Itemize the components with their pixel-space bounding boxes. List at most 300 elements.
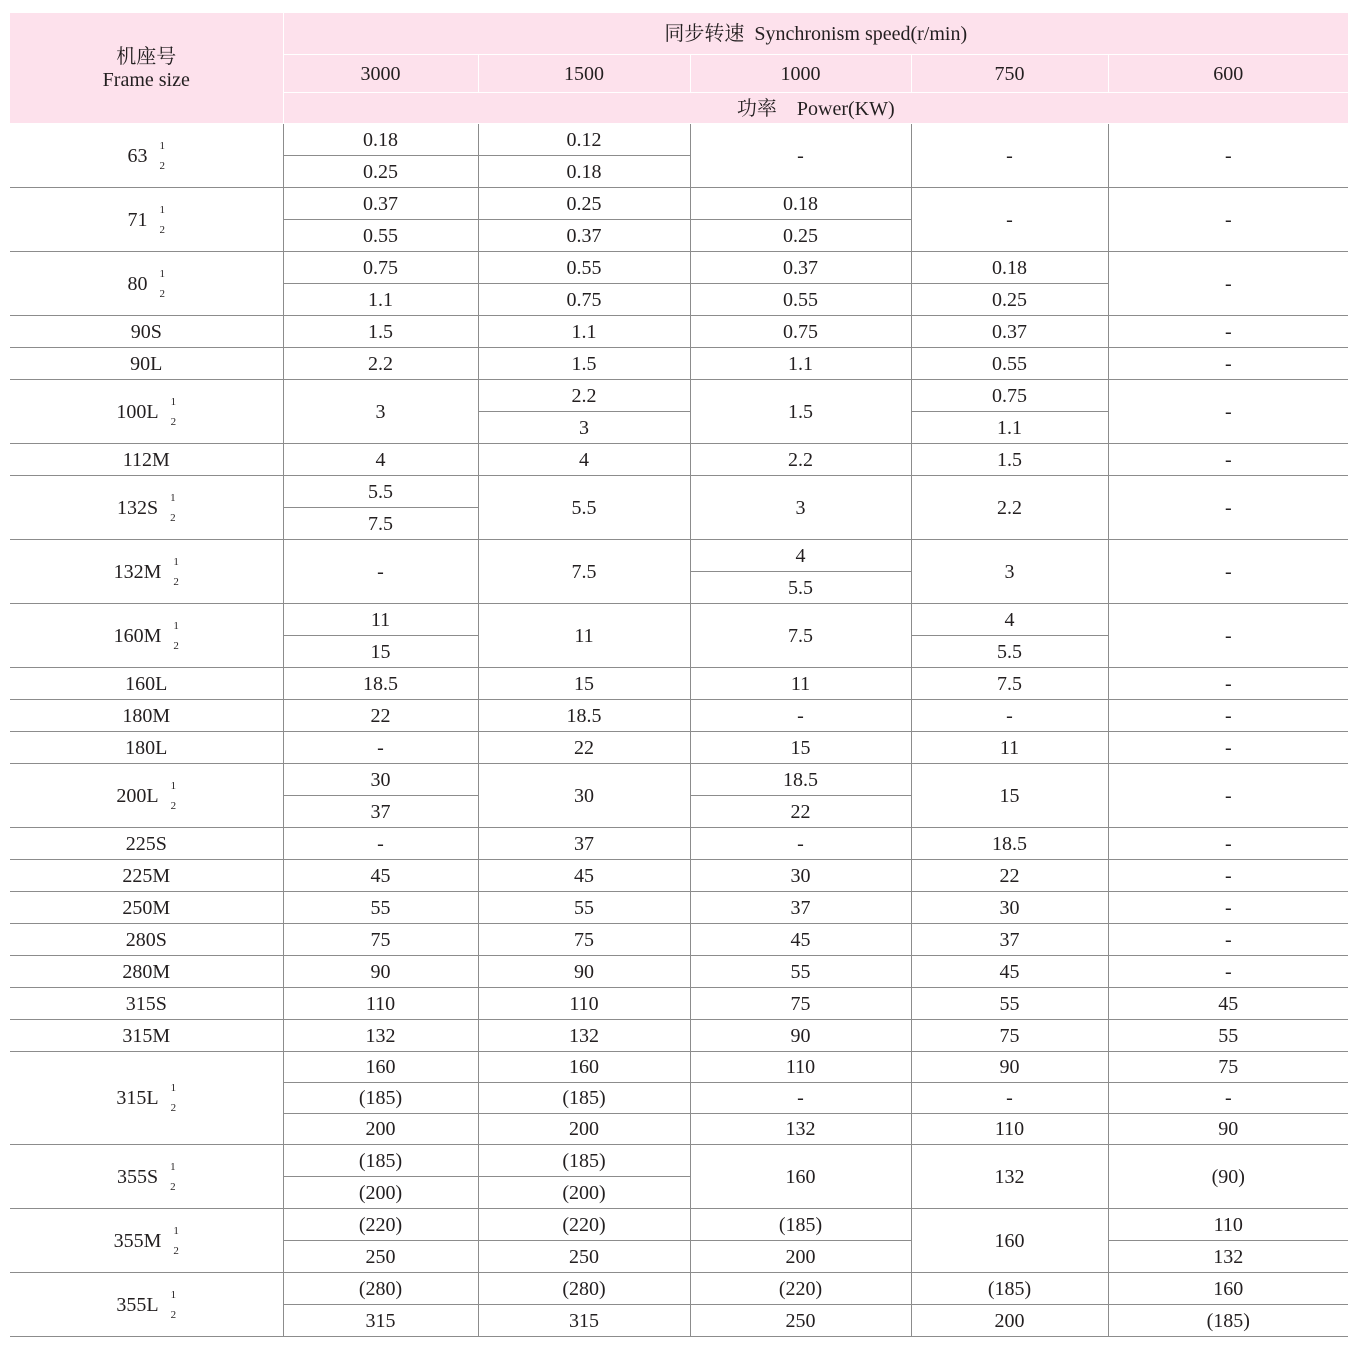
table-row bbox=[10, 764, 1348, 796]
frame-label bbox=[126, 993, 167, 1015]
frame-label bbox=[122, 961, 170, 983]
power-cell: 90 bbox=[478, 956, 690, 988]
power-cell: 250 bbox=[690, 1305, 911, 1337]
table-row bbox=[10, 188, 1348, 220]
frame-variant-number: 1 bbox=[173, 619, 179, 632]
power-cell: 11 bbox=[283, 604, 478, 636]
frame-size-cell bbox=[10, 956, 283, 988]
power-cell: - bbox=[1108, 540, 1348, 604]
frame-variant-number: 1 bbox=[173, 1224, 179, 1237]
power-cell: - bbox=[690, 828, 911, 860]
frame-size-value: 90S bbox=[130, 320, 162, 343]
power-cell: 2.2 bbox=[283, 348, 478, 380]
power-cell: 3 bbox=[911, 540, 1108, 604]
table-row bbox=[10, 252, 1348, 284]
power-cell: 0.75 bbox=[283, 252, 478, 284]
power-cell: 15 bbox=[478, 668, 690, 700]
frame-variant-number: 2 bbox=[173, 575, 179, 588]
frame-variant-index bbox=[173, 552, 179, 592]
power-cell: 160 bbox=[283, 1052, 478, 1083]
power-cell: 1.5 bbox=[690, 380, 911, 444]
power-cell: 4 bbox=[690, 540, 911, 572]
power-cell: - bbox=[1108, 124, 1348, 188]
power-cell: 250 bbox=[283, 1241, 478, 1273]
frame-label bbox=[122, 897, 170, 919]
power-cell: 55 bbox=[690, 956, 911, 988]
frame-size-value: 225S bbox=[125, 832, 167, 855]
frame-label bbox=[125, 737, 167, 759]
power-cell: (220) bbox=[283, 1209, 478, 1241]
power-cell: 200 bbox=[690, 1241, 911, 1273]
frame-variant-index bbox=[173, 616, 179, 656]
frame-variant-index bbox=[170, 1157, 176, 1197]
power-cell: 0.37 bbox=[283, 188, 478, 220]
power-cell: 132 bbox=[911, 1145, 1108, 1209]
table-header bbox=[10, 13, 1348, 124]
power-cell: - bbox=[911, 124, 1108, 188]
power-cell: 18.5 bbox=[478, 700, 690, 732]
power-cell: - bbox=[1108, 764, 1348, 828]
frame-size-value: 71 bbox=[127, 208, 148, 231]
power-cell: - bbox=[690, 124, 911, 188]
frame-variant-number: 1 bbox=[170, 1160, 176, 1173]
power-header-cn: 功率 bbox=[736, 95, 777, 120]
power-cell: 3 bbox=[283, 380, 478, 444]
power-cell: 200 bbox=[283, 1114, 478, 1145]
power-cell: 0.37 bbox=[911, 316, 1108, 348]
power-cell: 22 bbox=[283, 700, 478, 732]
power-cell: - bbox=[1108, 700, 1348, 732]
power-cell: 110 bbox=[911, 1114, 1108, 1145]
frame-size-value: 132M bbox=[113, 560, 162, 583]
frame-size-value: 180M bbox=[122, 704, 171, 727]
power-cell: 132 bbox=[283, 1020, 478, 1052]
power-cell: - bbox=[911, 700, 1108, 732]
power-cell: 90 bbox=[911, 1052, 1108, 1083]
table-row bbox=[10, 1145, 1348, 1177]
frame-size-cell bbox=[10, 1273, 283, 1337]
power-cell: 5.5 bbox=[478, 476, 690, 540]
power-cell: 45 bbox=[478, 860, 690, 892]
power-cell: 0.75 bbox=[478, 284, 690, 316]
frame-label bbox=[122, 1025, 170, 1047]
frame-variant-number: 2 bbox=[173, 1244, 179, 1257]
table-row bbox=[10, 732, 1348, 764]
frame-label bbox=[114, 1221, 179, 1261]
frame-size-value: 225M bbox=[122, 864, 171, 887]
power-cell: 0.37 bbox=[690, 252, 911, 284]
power-cell: 315 bbox=[283, 1305, 478, 1337]
frame-size-cell bbox=[10, 732, 283, 764]
frame-label bbox=[126, 929, 167, 951]
power-cell: 1.5 bbox=[911, 444, 1108, 476]
power-cell: 1.1 bbox=[478, 316, 690, 348]
table-row bbox=[10, 1052, 1348, 1083]
frame-size-cell bbox=[10, 860, 283, 892]
table-row bbox=[10, 604, 1348, 636]
power-cell: - bbox=[690, 1083, 911, 1114]
power-cell: - bbox=[1108, 348, 1348, 380]
frame-variant-index bbox=[171, 776, 177, 816]
frame-size-value: 200L bbox=[116, 784, 159, 807]
frame-size-value: 280M bbox=[122, 960, 171, 983]
frame-label bbox=[122, 705, 170, 727]
power-cell: 7.5 bbox=[283, 508, 478, 540]
power-cell: 55 bbox=[911, 988, 1108, 1020]
frame-variant-index bbox=[160, 264, 166, 304]
frame-variant-index bbox=[171, 1285, 177, 1325]
power-cell: - bbox=[283, 828, 478, 860]
frame-size-cell bbox=[10, 892, 283, 924]
frame-variant-number: 2 bbox=[159, 223, 165, 236]
frame-label bbox=[117, 488, 176, 528]
frame-size-value: 355S bbox=[116, 1165, 159, 1188]
frame-size-value: 160M bbox=[113, 624, 162, 647]
frame-label bbox=[117, 1157, 176, 1197]
frame-variant-number: 2 bbox=[173, 639, 179, 652]
frame-size-value: 250M bbox=[122, 896, 171, 919]
table-row bbox=[10, 348, 1348, 380]
power-cell: 0.12 bbox=[478, 124, 690, 156]
frame-size-value: 100L bbox=[116, 400, 159, 423]
power-cell: 160 bbox=[1108, 1273, 1348, 1305]
frame-size-value: 132S bbox=[116, 496, 159, 519]
frame-size-cell bbox=[10, 1052, 283, 1145]
power-cell: (185) bbox=[690, 1209, 911, 1241]
speed-3000: 3000 bbox=[283, 55, 478, 93]
frame-size-cn: 机座号 bbox=[116, 44, 177, 68]
power-cell: 30 bbox=[911, 892, 1108, 924]
frame-size-value: 63 bbox=[127, 144, 148, 167]
power-cell: 18.5 bbox=[283, 668, 478, 700]
power-cell: 4 bbox=[478, 444, 690, 476]
power-cell: 7.5 bbox=[911, 668, 1108, 700]
power-cell: - bbox=[690, 700, 911, 732]
table-row bbox=[10, 1273, 1348, 1305]
table-row bbox=[10, 988, 1348, 1020]
power-cell: 45 bbox=[1108, 988, 1348, 1020]
power-cell: 30 bbox=[283, 764, 478, 796]
frame-size-cell bbox=[10, 668, 283, 700]
frame-label bbox=[128, 200, 166, 240]
power-cell: 110 bbox=[1108, 1209, 1348, 1241]
frame-variant-index bbox=[171, 392, 177, 432]
power-cell: (280) bbox=[478, 1273, 690, 1305]
power-cell: 315 bbox=[478, 1305, 690, 1337]
frame-variant-number: 1 bbox=[170, 779, 177, 792]
power-cell: 45 bbox=[283, 860, 478, 892]
frame-size-cell bbox=[10, 316, 283, 348]
power-cell: 37 bbox=[283, 796, 478, 828]
power-cell: - bbox=[1108, 956, 1348, 988]
power-cell: (185) bbox=[283, 1145, 478, 1177]
table-row bbox=[10, 540, 1348, 572]
frame-label bbox=[131, 321, 162, 343]
frame-size-cell bbox=[10, 700, 283, 732]
power-cell: 0.55 bbox=[283, 220, 478, 252]
power-cell: - bbox=[1108, 1083, 1348, 1114]
frame-size-value: 315L bbox=[116, 1087, 159, 1109]
power-cell: 0.75 bbox=[690, 316, 911, 348]
frame-label bbox=[116, 1078, 176, 1118]
power-cell: 0.25 bbox=[690, 220, 911, 252]
power-cell: 0.55 bbox=[690, 284, 911, 316]
power-cell: 11 bbox=[911, 732, 1108, 764]
power-cell: 18.5 bbox=[690, 764, 911, 796]
power-cell: - bbox=[1108, 476, 1348, 540]
frame-variant-index bbox=[173, 1221, 179, 1261]
power-cell: 18.5 bbox=[911, 828, 1108, 860]
power-cell: - bbox=[1108, 924, 1348, 956]
frame-size-cell bbox=[10, 604, 283, 668]
frame-label bbox=[116, 1285, 176, 1325]
frame-variant-index bbox=[160, 136, 166, 176]
speed-header-en: Synchronism speed(r/min) bbox=[754, 23, 968, 45]
table-row bbox=[10, 668, 1348, 700]
power-cell: - bbox=[1108, 380, 1348, 444]
power-cell: 75 bbox=[911, 1020, 1108, 1052]
frame-variant-number: 1 bbox=[159, 267, 165, 280]
frame-variant-number: 2 bbox=[159, 287, 165, 300]
frame-size-cell bbox=[10, 1209, 283, 1273]
frame-size-value: 80 bbox=[127, 272, 148, 295]
power-cell: 11 bbox=[478, 604, 690, 668]
power-cell: 1.1 bbox=[911, 412, 1108, 444]
power-cell: 7.5 bbox=[690, 604, 911, 668]
power-cell: (200) bbox=[283, 1177, 478, 1209]
power-cell: 110 bbox=[478, 988, 690, 1020]
power-cell: 11 bbox=[690, 668, 911, 700]
power-cell: 200 bbox=[478, 1114, 690, 1145]
power-cell: 15 bbox=[690, 732, 911, 764]
power-cell: 37 bbox=[911, 924, 1108, 956]
power-cell: 55 bbox=[1108, 1020, 1348, 1052]
frame-variant-number: 2 bbox=[170, 1102, 177, 1114]
power-cell: 0.25 bbox=[911, 284, 1108, 316]
frame-variant-index bbox=[170, 488, 176, 528]
frame-label bbox=[116, 392, 176, 432]
power-cell: - bbox=[1108, 668, 1348, 700]
power-cell: 37 bbox=[478, 828, 690, 860]
power-cell: 160 bbox=[690, 1145, 911, 1209]
frame-size-en: Frame size bbox=[102, 69, 190, 91]
table-row bbox=[10, 1209, 1348, 1241]
power-cell: 75 bbox=[1108, 1052, 1348, 1083]
power-cell: 0.18 bbox=[690, 188, 911, 220]
power-cell: 75 bbox=[283, 924, 478, 956]
power-cell: - bbox=[283, 540, 478, 604]
power-cell: 5.5 bbox=[283, 476, 478, 508]
frame-variant-number: 2 bbox=[170, 1180, 176, 1193]
power-cell: 0.25 bbox=[478, 188, 690, 220]
power-cell: 5.5 bbox=[911, 636, 1108, 668]
frame-size-cell bbox=[10, 828, 283, 860]
power-cell: 30 bbox=[478, 764, 690, 828]
frame-size-cell bbox=[10, 988, 283, 1020]
power-cell: - bbox=[911, 1083, 1108, 1114]
frame-variant-number: 1 bbox=[170, 1288, 177, 1301]
power-cell: 90 bbox=[283, 956, 478, 988]
frame-size-cell bbox=[10, 540, 283, 604]
frame-label bbox=[130, 353, 162, 375]
power-cell: (90) bbox=[1108, 1145, 1348, 1209]
power-cell: - bbox=[1108, 316, 1348, 348]
power-cell: 2.2 bbox=[911, 476, 1108, 540]
frame-label bbox=[125, 673, 167, 695]
frame-label bbox=[122, 865, 170, 887]
speed-1000: 1000 bbox=[690, 55, 911, 93]
frame-variant-number: 1 bbox=[170, 1082, 177, 1094]
speed-750: 750 bbox=[911, 55, 1108, 93]
frame-size-value: 315S bbox=[125, 992, 167, 1015]
frame-variant-index bbox=[171, 1078, 177, 1118]
power-cell: 160 bbox=[478, 1052, 690, 1083]
frame-variant-number: 2 bbox=[159, 159, 165, 172]
speed-header-cn: 同步转速 bbox=[664, 21, 745, 45]
power-cell: 5.5 bbox=[690, 572, 911, 604]
power-cell: 132 bbox=[690, 1114, 911, 1145]
power-cell: 75 bbox=[478, 924, 690, 956]
power-cell: 160 bbox=[911, 1209, 1108, 1273]
power-cell: (280) bbox=[283, 1273, 478, 1305]
power-cell: 90 bbox=[690, 1020, 911, 1052]
power-cell: - bbox=[1108, 252, 1348, 316]
power-cell: - bbox=[283, 732, 478, 764]
power-cell: 37 bbox=[690, 892, 911, 924]
power-cell: (185) bbox=[911, 1273, 1108, 1305]
frame-label bbox=[128, 136, 166, 176]
power-cell: 22 bbox=[690, 796, 911, 828]
frame-size-value: 180L bbox=[125, 736, 168, 759]
power-cell: 75 bbox=[690, 988, 911, 1020]
frame-variant-number: 1 bbox=[173, 555, 179, 568]
frame-size-cell bbox=[10, 124, 283, 188]
frame-label bbox=[128, 264, 166, 304]
power-cell: 0.25 bbox=[283, 156, 478, 188]
power-cell: 45 bbox=[690, 924, 911, 956]
power-cell: 200 bbox=[911, 1305, 1108, 1337]
power-cell: 4 bbox=[911, 604, 1108, 636]
frame-size-header bbox=[10, 13, 283, 124]
power-cell: 1.5 bbox=[478, 348, 690, 380]
speed-1500: 1500 bbox=[478, 55, 690, 93]
power-cell: 2.2 bbox=[478, 380, 690, 412]
frame-size-cell bbox=[10, 188, 283, 252]
frame-variant-number: 2 bbox=[170, 511, 176, 524]
power-cell: 132 bbox=[1108, 1241, 1348, 1273]
frame-size-cell bbox=[10, 380, 283, 444]
power-cell: 1.5 bbox=[283, 316, 478, 348]
table-row bbox=[10, 444, 1348, 476]
power-cell: - bbox=[911, 188, 1108, 252]
power-cell: - bbox=[1108, 828, 1348, 860]
power-table bbox=[10, 12, 1348, 1337]
table-row bbox=[10, 892, 1348, 924]
frame-size-cell bbox=[10, 1145, 283, 1209]
power-cell: (220) bbox=[690, 1273, 911, 1305]
frame-label bbox=[116, 776, 176, 816]
power-cell: 3 bbox=[690, 476, 911, 540]
power-cell: - bbox=[1108, 892, 1348, 924]
table-row bbox=[10, 1020, 1348, 1052]
table-row bbox=[10, 956, 1348, 988]
power-cell: 55 bbox=[283, 892, 478, 924]
power-cell: (220) bbox=[478, 1209, 690, 1241]
power-cell: - bbox=[1108, 860, 1348, 892]
frame-size-value: 160L bbox=[125, 672, 168, 695]
frame-size-value: 355L bbox=[116, 1293, 159, 1316]
power-cell: 2.2 bbox=[690, 444, 911, 476]
frame-size-cell bbox=[10, 348, 283, 380]
frame-size-value: 112M bbox=[122, 448, 170, 471]
frame-label bbox=[114, 616, 179, 656]
power-cell: 0.37 bbox=[478, 220, 690, 252]
power-cell: 0.75 bbox=[911, 380, 1108, 412]
power-cell: 1.1 bbox=[283, 284, 478, 316]
table-row bbox=[10, 380, 1348, 412]
power-cell: 110 bbox=[690, 1052, 911, 1083]
frame-size-cell bbox=[10, 924, 283, 956]
power-cell: 90 bbox=[1108, 1114, 1348, 1145]
speed-600: 600 bbox=[1108, 55, 1348, 93]
frame-variant-number: 2 bbox=[170, 799, 177, 812]
power-cell: (200) bbox=[478, 1177, 690, 1209]
frame-size-cell bbox=[10, 476, 283, 540]
frame-variant-index bbox=[160, 200, 166, 240]
power-cell: - bbox=[1108, 188, 1348, 252]
speed-header bbox=[283, 13, 1348, 55]
power-cell: 0.18 bbox=[478, 156, 690, 188]
power-cell: 7.5 bbox=[478, 540, 690, 604]
frame-variant-number: 2 bbox=[170, 1308, 177, 1321]
frame-size-cell bbox=[10, 252, 283, 316]
power-cell: 55 bbox=[478, 892, 690, 924]
frame-size-cell bbox=[10, 764, 283, 828]
frame-variant-number: 1 bbox=[170, 395, 177, 408]
frame-label bbox=[123, 449, 170, 471]
table-body bbox=[10, 124, 1348, 1337]
frame-variant-number: 2 bbox=[170, 415, 177, 428]
table-row bbox=[10, 924, 1348, 956]
power-header bbox=[283, 93, 1348, 124]
table-row bbox=[10, 476, 1348, 508]
frame-label bbox=[126, 833, 167, 855]
power-cell: (185) bbox=[1108, 1305, 1348, 1337]
frame-size-value: 280S bbox=[125, 928, 167, 951]
power-cell: 45 bbox=[911, 956, 1108, 988]
power-header-en: Power(KW) bbox=[796, 97, 895, 120]
frame-size-cell bbox=[10, 444, 283, 476]
frame-size-value: 315M bbox=[122, 1024, 171, 1047]
power-cell: 15 bbox=[283, 636, 478, 668]
power-cell: 250 bbox=[478, 1241, 690, 1273]
power-cell: 1.1 bbox=[690, 348, 911, 380]
power-cell: 132 bbox=[478, 1020, 690, 1052]
frame-label bbox=[114, 552, 179, 592]
power-cell: (185) bbox=[478, 1083, 690, 1114]
power-cell: 0.18 bbox=[283, 124, 478, 156]
power-cell: - bbox=[1108, 604, 1348, 668]
power-cell: (185) bbox=[283, 1083, 478, 1114]
power-cell: 3 bbox=[478, 412, 690, 444]
power-cell: 0.55 bbox=[478, 252, 690, 284]
table-row bbox=[10, 828, 1348, 860]
frame-size-cell bbox=[10, 1020, 283, 1052]
power-cell: 15 bbox=[911, 764, 1108, 828]
table-row bbox=[10, 316, 1348, 348]
power-cell: 22 bbox=[911, 860, 1108, 892]
power-cell: 22 bbox=[478, 732, 690, 764]
